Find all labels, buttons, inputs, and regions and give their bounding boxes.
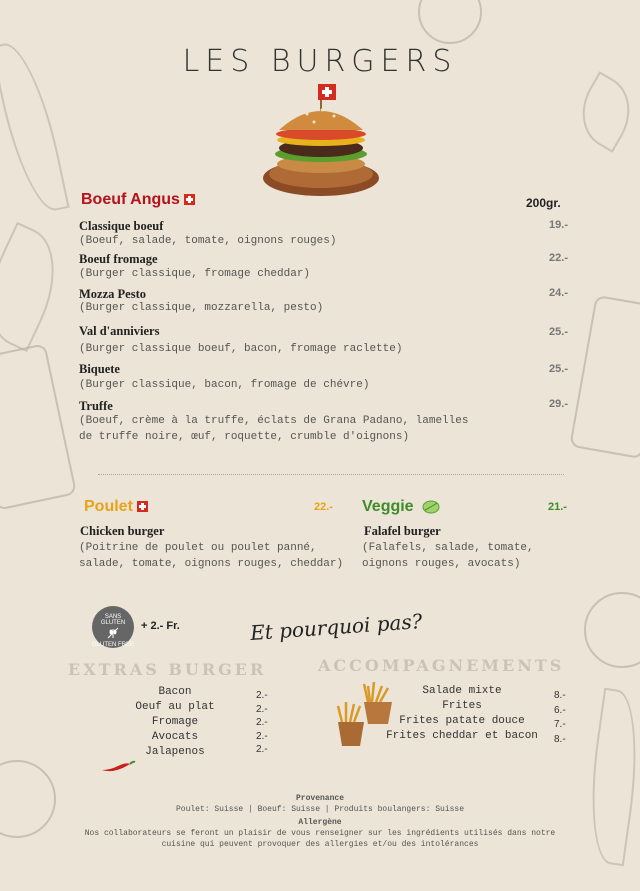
- list-item: Jalapenos: [145, 746, 205, 758]
- page-title: LES BURGERS: [182, 44, 458, 79]
- fries-box-sketch-left: [0, 343, 77, 511]
- menu-item-name: Boeuf fromage: [79, 252, 158, 266]
- accompagnements-list: [384, 684, 540, 744]
- poulet-heading: [84, 498, 148, 516]
- menu-item-name: Classique boeuf: [79, 219, 164, 233]
- menu-item-name: Val d'anniviers: [79, 324, 160, 338]
- list-item: Avocats: [151, 731, 199, 743]
- fries-box-sketch-right: [569, 295, 640, 460]
- menu-item-desc-line2: salade, tomate, oignons rouges, cheddar): [79, 558, 344, 570]
- swiss-flag-icon: [184, 194, 195, 205]
- menu-item-price: 24.-: [549, 287, 568, 299]
- list-item-price: 2.-: [256, 690, 268, 701]
- menu-item-name: Biquete: [79, 362, 120, 376]
- menu-item-price: 25.-: [549, 363, 568, 375]
- allergene-heading: Allergène: [298, 818, 342, 827]
- list-item: Frites cheddar et bacon: [386, 730, 538, 742]
- gluten-free-badge: [92, 606, 134, 648]
- burger-illustration: [262, 82, 380, 200]
- veggie-leaf-icon: [422, 500, 440, 514]
- list-item-price: 7.-: [554, 719, 566, 730]
- menu-item-desc: (Burger classique, fromage cheddar): [79, 268, 311, 280]
- veggie-price: 21.-: [548, 501, 567, 513]
- menu-item-price: 25.-: [549, 326, 568, 338]
- gluten-free-badge-top: SANS GLUTEN: [100, 614, 126, 626]
- list-item: Frites: [442, 700, 482, 712]
- menu-item-name: Chicken burger: [80, 524, 165, 538]
- list-item: Oeuf au plat: [135, 701, 215, 713]
- section-divider: [98, 474, 564, 475]
- allergene-text: Nos collaborateurs se feront un plaisir de vous renseigner sur les ingrédients utilisés dans notre: [84, 829, 556, 838]
- boeuf-heading-text: Boeuf Angus: [81, 191, 180, 208]
- list-item-price: 8.-: [554, 690, 566, 701]
- menu-item-desc-line2: oignons rouges, avocats): [362, 558, 521, 570]
- menu-item-desc: (Burger classique, bacon, fromage de chévre): [79, 379, 370, 391]
- tomato-sketch-top: [418, 0, 482, 44]
- list-item-price: 2.-: [256, 744, 268, 755]
- list-item-price: 2.-: [256, 703, 268, 715]
- boeuf-heading: [81, 191, 195, 209]
- menu-item-desc: (Burger classique, mozzarella, pesto): [79, 302, 324, 314]
- menu-item-name: Mozza Pesto: [79, 287, 146, 301]
- list-item: Salade mixte: [422, 685, 502, 697]
- leaf-decoration-left-mid: [0, 222, 75, 352]
- gluten-free-badge-bottom: GLUTEN FREE: [92, 642, 135, 648]
- swiss-flag-icon: [137, 501, 148, 512]
- extras-heading: EXTRAS BURGER: [68, 660, 267, 679]
- poulet-heading-text: Poulet: [84, 498, 133, 515]
- menu-item-name: Falafel burger: [364, 524, 441, 538]
- menu-item-price: 29.-: [549, 398, 568, 410]
- provenance-text: Poulet: Suisse | Boeuf: Suisse | Produits boulangers: Suisse: [175, 805, 465, 814]
- extras-prices: [256, 689, 268, 757]
- veggie-heading: [362, 498, 414, 516]
- tomato-sketch-right: [584, 592, 640, 668]
- list-item: Fromage: [151, 716, 199, 728]
- list-item-price: 2.-: [256, 730, 268, 742]
- veggie-heading-text: Veggie: [362, 498, 414, 515]
- poulet-price: 22.-: [314, 501, 333, 513]
- list-item-price: 6.-: [554, 704, 566, 716]
- menu-item-desc: (Boeuf, salade, tomate, oignons rouges): [79, 235, 337, 247]
- accompagnements-prices: [554, 689, 566, 747]
- chili-pepper-icon: [100, 758, 136, 774]
- menu-item-desc-line2: de truffe noire, œuf, roquette, crumble d'oignons): [79, 431, 410, 443]
- menu-item-desc: (Boeuf, crème à la truffe, éclats de Grana Padano, lamelles: [79, 415, 469, 427]
- wheat-icon: [106, 627, 120, 639]
- menu-item-name: Truffe: [79, 399, 113, 413]
- gluten-supplement: + 2.- Fr.: [141, 620, 180, 632]
- accompagnements-heading: ACCOMPAGNEMENTS: [318, 656, 565, 675]
- menu-item-desc: (Burger classique boeuf, bacon, fromage raclette): [79, 343, 403, 355]
- list-item-price: 2.-: [256, 717, 268, 728]
- menu-item-desc: (Poitrine de poulet ou poulet panné,: [79, 542, 317, 554]
- menu-item-price: 22.-: [549, 252, 568, 264]
- list-item-price: 8.-: [554, 733, 566, 745]
- script-tagline: Et pourquoi pas?: [249, 609, 424, 645]
- list-item: Frites patate douce: [399, 715, 525, 727]
- menu-item-price: 19.-: [549, 219, 568, 231]
- menu-item-desc: (Falafels, salade, tomate,: [362, 542, 534, 554]
- allergene-text-line2: cuisine qui peuvent provoquer des allergies et/ou des intolérances: [161, 840, 479, 849]
- list-item: Bacon: [158, 686, 192, 698]
- extras-list: [130, 685, 220, 760]
- boeuf-weight: 200gr.: [526, 196, 561, 210]
- leaf-decoration-right-top: [567, 71, 640, 152]
- provenance-heading: Provenance: [295, 794, 344, 803]
